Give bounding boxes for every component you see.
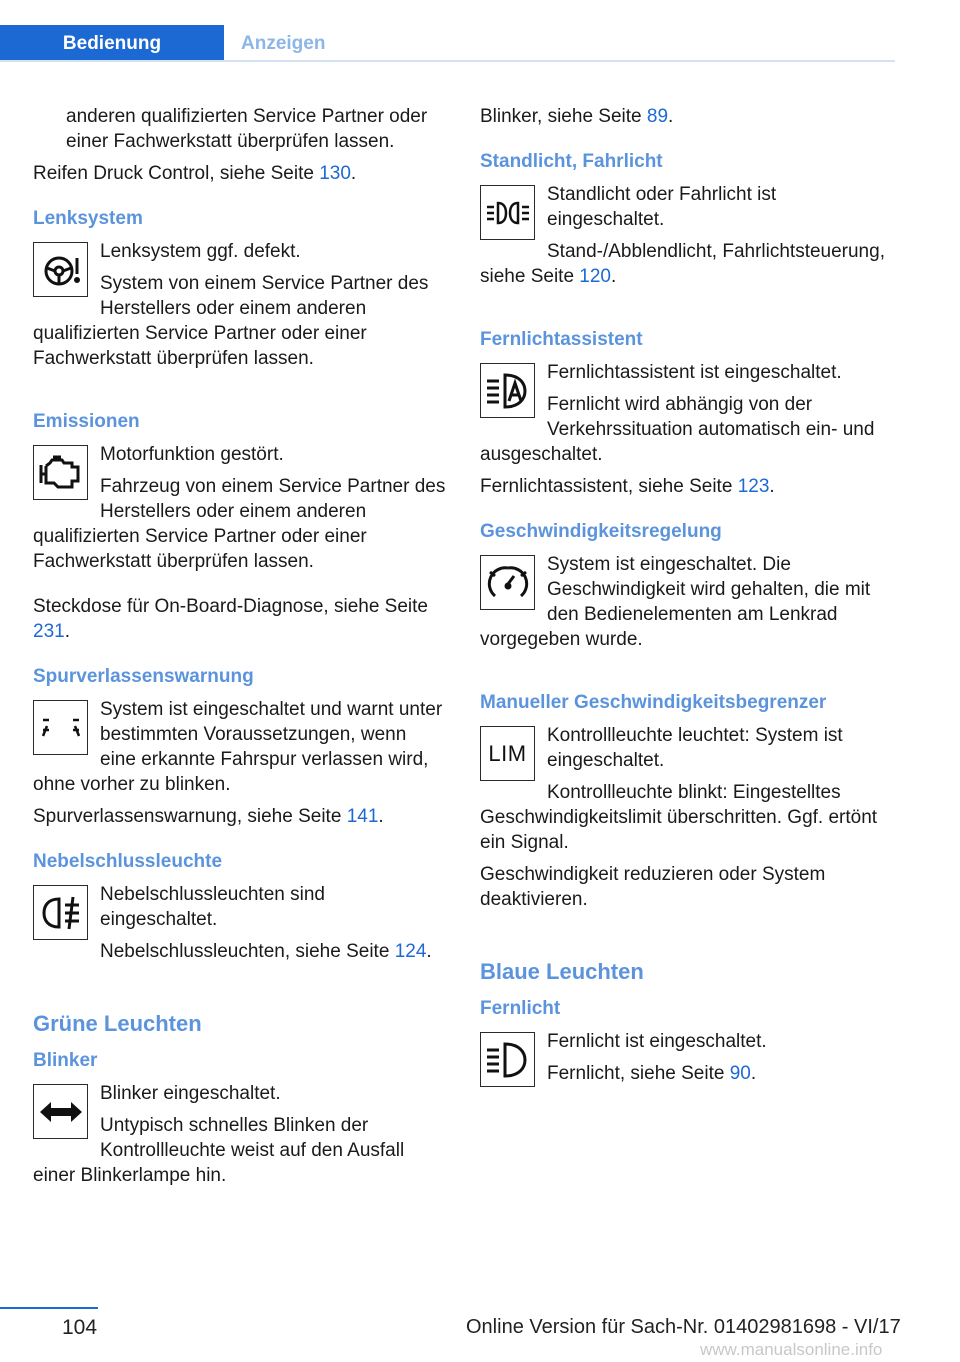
fernlicht-text-1: Fernlicht ist eingeschaltet. bbox=[547, 1031, 767, 1052]
lenksystem-text-1: Lenksystem ggf. defekt. bbox=[100, 241, 301, 262]
nebel-reference: Nebelschlussleuchten, siehe Seite 124. bbox=[100, 941, 432, 962]
item-nebelschlussleuchte bbox=[33, 882, 447, 984]
rdc-page-link[interactable]: 130 bbox=[319, 163, 351, 184]
heading-geschwindigkeitsregelung: Geschwindigkeitsregelung bbox=[480, 521, 722, 542]
emissionen-text-1: Motorfunktion gestört. bbox=[100, 444, 284, 465]
heading-blinker: Blinker bbox=[33, 1050, 98, 1071]
item-fernlicht bbox=[480, 1029, 894, 1093]
heading-blaue-leuchten: Blaue Leuchten bbox=[480, 959, 644, 984]
item-blinker bbox=[33, 1081, 447, 1195]
blinker-page-link[interactable]: 89 bbox=[646, 106, 669, 127]
emissionen-text-2: Fahrzeug von einem Service Partner des Herstellers oder einem anderen qualifizierten Service Partner oder einer Fachwerkstatt überprüfen lassen. bbox=[33, 476, 446, 572]
heading-nebelschlussleuchte: Nebelschlussleuchte bbox=[33, 851, 223, 872]
nebel-page-link[interactable]: 124 bbox=[394, 941, 427, 962]
heading-fernlichtassistent: Fernlichtassistent bbox=[480, 329, 643, 350]
heading-gruene-leuchten: Grüne Leuchten bbox=[33, 1011, 202, 1036]
lim-text-2: Kontrollleuchte blinkt: Eingestelltes Geschwindigkeitslimit überschritten. Ggf. ertönt ein Signal. bbox=[480, 782, 878, 853]
page-number: 104 bbox=[62, 1316, 98, 1339]
item-geschwindigkeitsregelung bbox=[480, 552, 894, 672]
obd-reference: Steckdose für On-Board-Diagnose, siehe Seite 231. bbox=[33, 596, 428, 642]
online-version-text: Online Version für Sach-Nr. 01402981698 - VI/17 bbox=[466, 1316, 901, 1338]
fernlicht-page-link[interactable]: 90 bbox=[729, 1063, 751, 1084]
lim-icon-label: LIM bbox=[488, 741, 527, 766]
blinker-reference: Blinker, siehe Seite 89. bbox=[480, 106, 674, 127]
header-rule bbox=[0, 60, 895, 62]
heading-fernlicht: Fernlicht bbox=[480, 998, 561, 1019]
steering-warning-icon bbox=[33, 242, 88, 297]
standlicht-reference: Stand-/Abblendlicht, Fahrlichtsteuerung, siehe Seite 120. bbox=[480, 241, 885, 287]
high-beam-assist-icon bbox=[480, 363, 535, 418]
lenksystem-text-2: System von einem Service Partner des Herstellers oder einem anderen qualifizierten Service Partner oder einer Fachwerkstatt überprüfen lassen. bbox=[33, 273, 429, 369]
heading-spurverlassenswarnung: Spurverlassenswarnung bbox=[33, 666, 254, 687]
lane-departure-icon bbox=[33, 700, 88, 755]
spur-reference: Spurverlassenswarnung, siehe Seite 141. bbox=[33, 806, 384, 827]
parking-light-icon bbox=[480, 185, 535, 240]
fla-text-2: Fernlicht wird abhängig von der Verkehrssituation automatisch ein- und ausgeschaltet. bbox=[480, 394, 875, 465]
nebel-text-1: Nebelschlussleuchten sind eingeschaltet. bbox=[100, 884, 325, 930]
fla-text-1: Fernlichtassistent ist eingeschaltet. bbox=[547, 362, 842, 383]
fla-page-link[interactable]: 123 bbox=[737, 476, 770, 497]
left-column bbox=[33, 104, 447, 1195]
lim-text-1: Kontrollleuchte leuchtet: System ist eingeschaltet. bbox=[547, 725, 843, 771]
blinker-text-2: Untypisch schnelles Blinken der Kontrollleuchte weist auf den Ausfall einer Blinkerlampe hin. bbox=[33, 1115, 405, 1186]
rear-fog-light-icon bbox=[33, 885, 88, 940]
item-geschwindigkeitsbegrenzer bbox=[480, 723, 894, 932]
header-tabs bbox=[0, 25, 895, 62]
footer-rule bbox=[0, 1307, 98, 1309]
cruise-control-icon bbox=[480, 555, 535, 610]
rdc-reference: Reifen Druck Control, siehe Seite 130. bbox=[33, 163, 357, 184]
item-spurverlassenswarnung bbox=[33, 697, 447, 804]
heading-geschwindigkeitsbegrenzer: Manueller Geschwindigkeitsbegrenzer bbox=[480, 692, 827, 713]
item-emissionen bbox=[33, 442, 447, 594]
watermark: www.manualsonline.info bbox=[700, 1340, 883, 1359]
turn-signal-icon bbox=[33, 1084, 88, 1139]
engine-check-icon bbox=[33, 445, 88, 500]
spur-page-link[interactable]: 141 bbox=[346, 806, 379, 827]
fla-reference: Fernlichtassistent, siehe Seite 123. bbox=[480, 476, 775, 497]
geschw-text-1: System ist eingeschaltet. Die Geschwindigkeit wird gehalten, die mit den Bedienelementen am Lenkrad vorgegeben wurde. bbox=[480, 554, 871, 650]
item-fernlichtassistent bbox=[480, 360, 894, 474]
tab-bedienung[interactable]: Bedienung bbox=[0, 25, 224, 62]
heading-standlicht: Standlicht, Fahrlicht bbox=[480, 151, 663, 172]
item-lenksystem bbox=[33, 239, 447, 391]
standlicht-page-link[interactable]: 120 bbox=[579, 266, 611, 287]
speed-limiter-icon bbox=[480, 726, 535, 781]
blinker-text-1: Blinker eingeschaltet. bbox=[100, 1083, 281, 1104]
heading-lenksystem: Lenksystem bbox=[33, 208, 143, 229]
continued-text: anderen qualifizierten Service Partner oder einer Fachwerkstatt überprüfen lassen. bbox=[66, 106, 428, 152]
right-column bbox=[480, 104, 894, 1093]
standlicht-text-1: Standlicht oder Fahrlicht ist eingeschaltet. bbox=[547, 184, 777, 230]
lim-text-3: Geschwindigkeit reduzieren oder System deaktivieren. bbox=[480, 864, 826, 910]
item-standlicht bbox=[480, 182, 894, 309]
heading-emissionen: Emissionen bbox=[33, 411, 140, 432]
tab-anzeigen[interactable]: Anzeigen bbox=[241, 33, 326, 54]
spur-text-1: System ist eingeschaltet und warnt unter bestimmten Voraussetzungen, wenn eine erkannte Fahrspur verlassen wird, ohne vorher zu blinken. bbox=[33, 699, 443, 795]
high-beam-icon bbox=[480, 1032, 535, 1087]
obd-page-link[interactable]: 231 bbox=[33, 621, 65, 642]
fernlicht-reference: Fernlicht, siehe Seite 90. bbox=[547, 1063, 757, 1084]
